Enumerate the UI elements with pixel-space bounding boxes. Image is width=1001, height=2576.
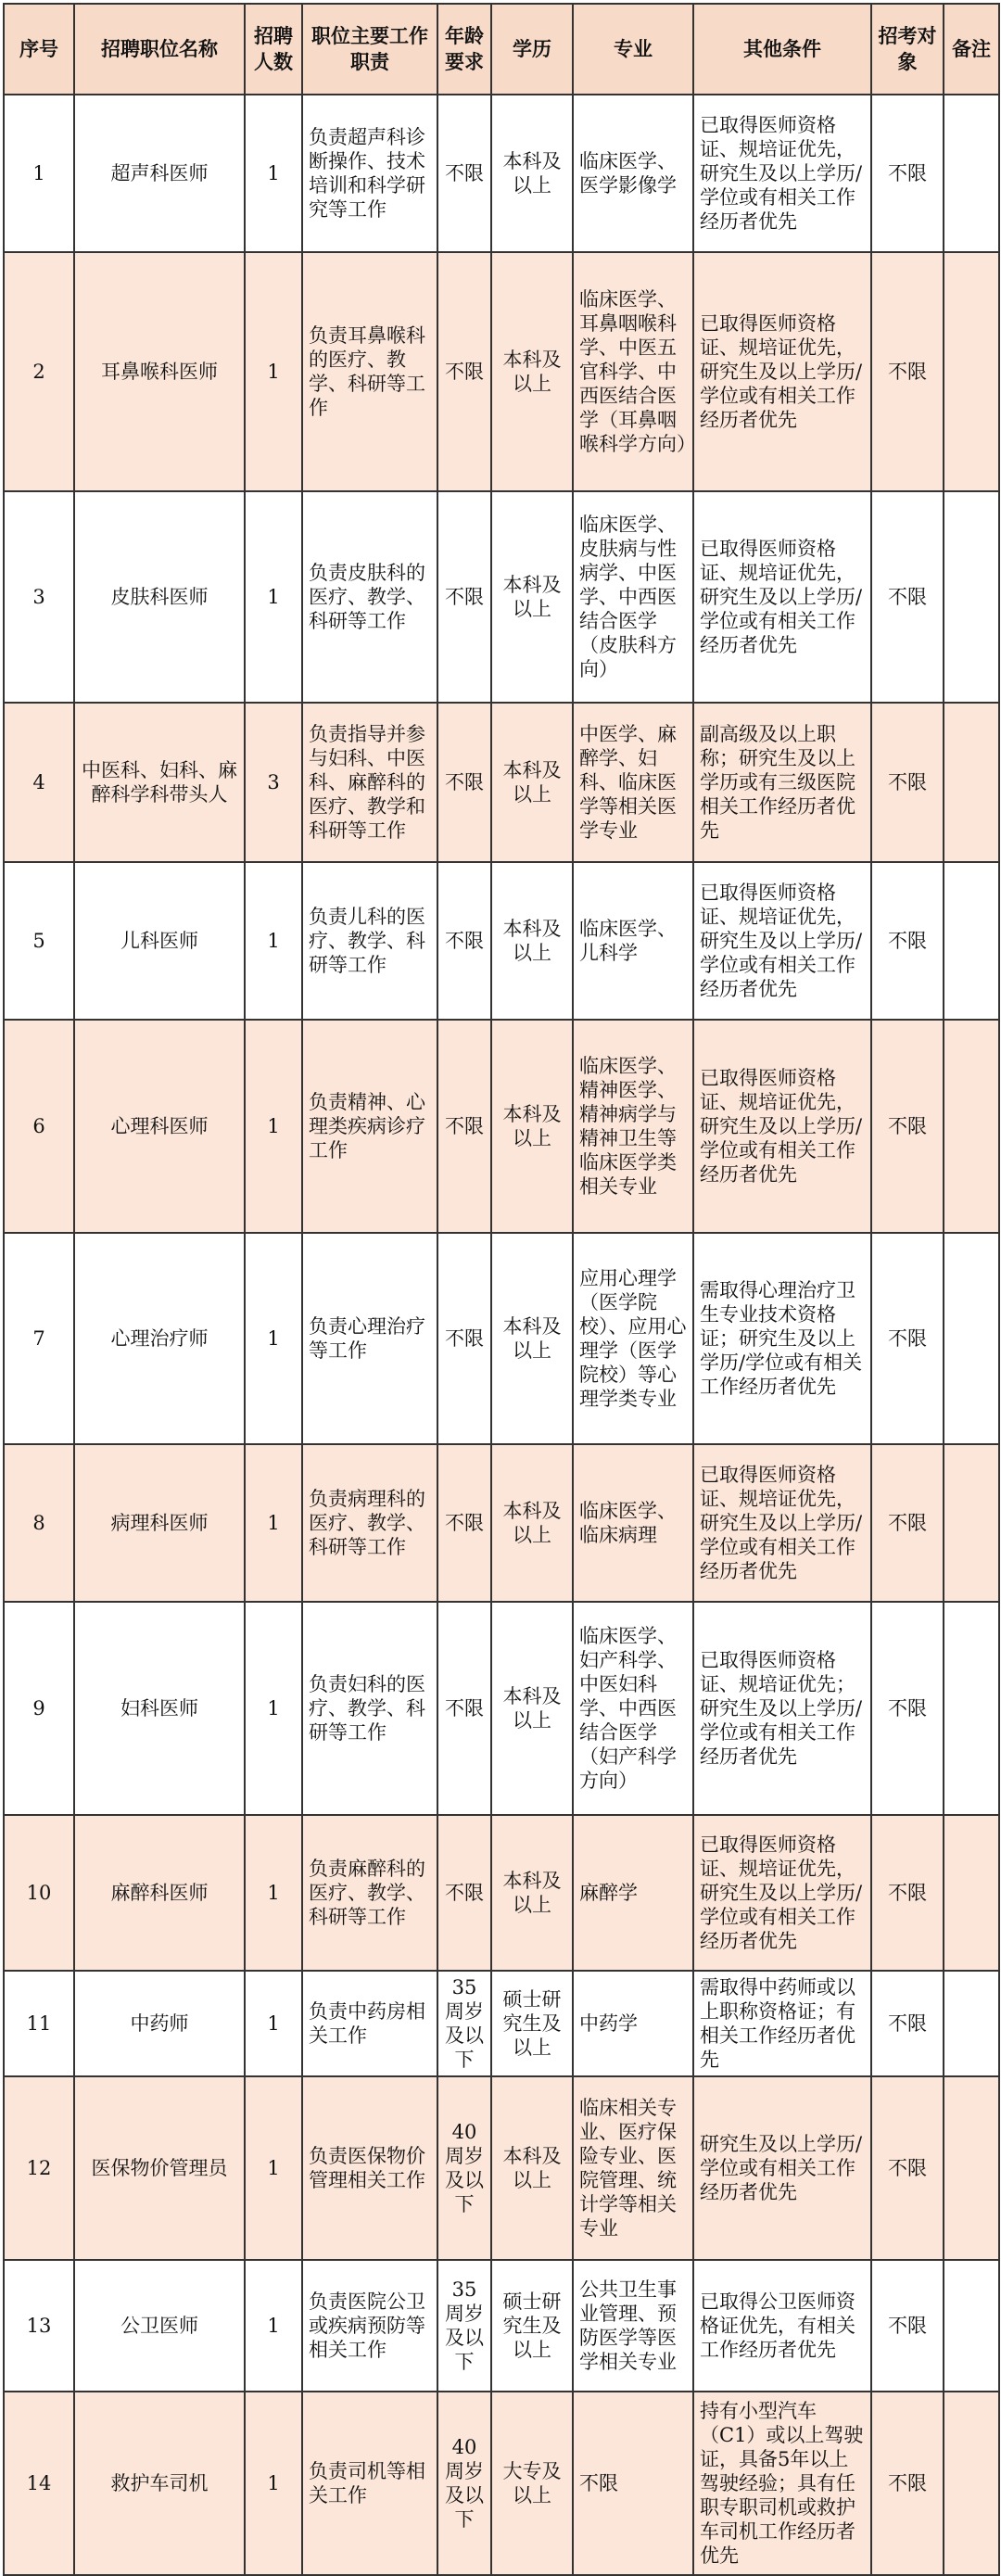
- table-row: [4, 95, 999, 252]
- cell-major: 临床相关专业、医疗保险专业、医院管理、统计学等相关专业: [573, 2076, 693, 2260]
- cell-age: 不限: [437, 1233, 491, 1444]
- cell-note: [944, 1971, 999, 2076]
- cell-title: 中医科、妇科、麻醉科学科带头人: [74, 703, 245, 862]
- cell-duties: 负责心理治疗等工作: [302, 1233, 437, 1444]
- cell-count: 1: [245, 491, 302, 703]
- cell-major: 临床医学、皮肤病与性病学、中医学、中西医结合医学（皮肤科方向）: [573, 491, 693, 703]
- header-cell-age: 年龄要求: [437, 4, 491, 95]
- table-row: [4, 1815, 999, 1971]
- table-row: [4, 862, 999, 1020]
- cell-duties: 负责中药房相关工作: [302, 1971, 437, 2076]
- cell-conditions: 需取得中药师或以上职称资格证；有相关工作经历者优先: [693, 1971, 871, 2076]
- header-cell-target: 招考对象: [871, 4, 944, 95]
- cell-conditions: 持有小型汽车（C1）或以上驾驶证，具备5年以上驾驶经验；具有任职专职司机或救护车司机工作经历者优先: [693, 2392, 871, 2575]
- cell-duties: 负责耳鼻喉科的医疗、教学、科研等工作: [302, 252, 437, 491]
- cell-duties: 负责司机等相关工作: [302, 2392, 437, 2575]
- cell-age: 不限: [437, 1020, 491, 1233]
- cell-count: 1: [245, 2392, 302, 2575]
- cell-note: [944, 252, 999, 491]
- table-row: [4, 1233, 999, 1444]
- cell-conditions: 已取得医师资格证、规培证优先，研究生及以上学历/学位或有相关工作经历者优先: [693, 252, 871, 491]
- cell-duties: 负责超声科诊断操作、技术培训和科学研究等工作: [302, 95, 437, 252]
- cell-no: 9: [4, 1602, 74, 1815]
- table-row: [4, 2076, 999, 2260]
- table-row: [4, 703, 999, 862]
- cell-target: 不限: [871, 1233, 944, 1444]
- cell-conditions: 已取得公卫医师资格证优先，有相关工作经历者优先: [693, 2260, 871, 2392]
- cell-target: 不限: [871, 1020, 944, 1233]
- cell-target: 不限: [871, 2260, 944, 2392]
- cell-major: 中医学、麻醉学、妇科、临床医学等相关医学专业: [573, 703, 693, 862]
- cell-duties: 负责皮肤科的医疗、教学、科研等工作: [302, 491, 437, 703]
- cell-major: 临床医学、耳鼻咽喉科学、中医五官科学、中西医结合医学（耳鼻咽喉科学方向）: [573, 252, 693, 491]
- cell-conditions: 需取得心理治疗卫生专业技术资格证；研究生及以上学历/学位或有相关工作经历者优先: [693, 1233, 871, 1444]
- cell-major: 公共卫生事业管理、预防医学等医学相关专业: [573, 2260, 693, 2392]
- cell-title: 救护车司机: [74, 2392, 245, 2575]
- cell-count: 1: [245, 862, 302, 1020]
- table-row: [4, 2392, 999, 2575]
- cell-edu: 本科及以上: [491, 252, 573, 491]
- cell-age: 不限: [437, 252, 491, 491]
- cell-conditions: 研究生及以上学历/学位或有相关工作经历者优先: [693, 2076, 871, 2260]
- cell-note: [944, 703, 999, 862]
- cell-edu: 硕士研究生及以上: [491, 1971, 573, 2076]
- cell-conditions: 已取得医师资格证、规培证优先，研究生及以上学历/学位或有相关工作经历者优先: [693, 1444, 871, 1602]
- cell-note: [944, 1815, 999, 1971]
- cell-count: 1: [245, 1971, 302, 2076]
- table-row: [4, 1020, 999, 1233]
- cell-target: 不限: [871, 252, 944, 491]
- cell-duties: 负责麻醉科的医疗、教学、科研等工作: [302, 1815, 437, 1971]
- cell-target: 不限: [871, 862, 944, 1020]
- cell-count: 1: [245, 1020, 302, 1233]
- cell-duties: 负责医保物价管理相关工作: [302, 2076, 437, 2260]
- cell-count: 1: [245, 2260, 302, 2392]
- cell-edu: 本科及以上: [491, 1815, 573, 1971]
- cell-age: 不限: [437, 703, 491, 862]
- cell-note: [944, 1602, 999, 1815]
- cell-target: 不限: [871, 491, 944, 703]
- cell-edu: 本科及以上: [491, 1444, 573, 1602]
- cell-count: 1: [245, 2076, 302, 2260]
- cell-title: 皮肤科医师: [74, 491, 245, 703]
- cell-conditions: 副高级及以上职称；研究生及以上学历或有三级医院相关工作经历者优先: [693, 703, 871, 862]
- cell-note: [944, 1233, 999, 1444]
- cell-target: 不限: [871, 1815, 944, 1971]
- header-cell-title: 招聘职位名称: [74, 4, 245, 95]
- cell-major: 临床医学、精神医学、精神病学与精神卫生等临床医学类相关专业: [573, 1020, 693, 1233]
- cell-no: 7: [4, 1233, 74, 1444]
- cell-conditions: 已取得医师资格证、规培证优先，研究生及以上学历/学位或有相关工作经历者优先: [693, 1815, 871, 1971]
- table-row: [4, 1971, 999, 2076]
- cell-age: 不限: [437, 1602, 491, 1815]
- cell-major: 麻醉学: [573, 1815, 693, 1971]
- cell-edu: 大专及以上: [491, 2392, 573, 2575]
- cell-target: 不限: [871, 1602, 944, 1815]
- cell-duties: 负责妇科的医疗、教学、科研等工作: [302, 1602, 437, 1815]
- cell-count: 1: [245, 1444, 302, 1602]
- header-cell-conditions: 其他条件: [693, 4, 871, 95]
- cell-count: 1: [245, 1602, 302, 1815]
- cell-target: 不限: [871, 2392, 944, 2575]
- cell-no: 4: [4, 703, 74, 862]
- cell-no: 2: [4, 252, 74, 491]
- cell-no: 10: [4, 1815, 74, 1971]
- cell-title: 耳鼻喉科医师: [74, 252, 245, 491]
- cell-title: 公卫医师: [74, 2260, 245, 2392]
- table-row: [4, 1602, 999, 1815]
- cell-target: 不限: [871, 2076, 944, 2260]
- cell-title: 心理治疗师: [74, 1233, 245, 1444]
- cell-no: 11: [4, 1971, 74, 2076]
- header-cell-note: 备注: [944, 4, 999, 95]
- cell-title: 病理科医师: [74, 1444, 245, 1602]
- cell-major: 临床医学、临床病理: [573, 1444, 693, 1602]
- cell-edu: 本科及以上: [491, 2076, 573, 2260]
- cell-target: 不限: [871, 95, 944, 252]
- cell-duties: 负责医院公卫或疾病预防等相关工作: [302, 2260, 437, 2392]
- cell-major: 临床医学、医学影像学: [573, 95, 693, 252]
- cell-duties: 负责儿科的医疗、教学、科研等工作: [302, 862, 437, 1020]
- cell-no: 12: [4, 2076, 74, 2260]
- cell-major: 不限: [573, 2392, 693, 2575]
- header-row: [4, 4, 999, 95]
- cell-no: 14: [4, 2392, 74, 2575]
- cell-note: [944, 491, 999, 703]
- cell-count: 1: [245, 1233, 302, 1444]
- cell-note: [944, 95, 999, 252]
- cell-target: 不限: [871, 1971, 944, 2076]
- table-row: [4, 491, 999, 703]
- cell-no: 3: [4, 491, 74, 703]
- cell-title: 中药师: [74, 1971, 245, 2076]
- header-cell-major: 专业: [573, 4, 693, 95]
- cell-edu: 本科及以上: [491, 95, 573, 252]
- table-row: [4, 2260, 999, 2392]
- cell-no: 8: [4, 1444, 74, 1602]
- cell-major: 临床医学、妇产科学、中医妇科学、中西医结合医学（妇产科学方向）: [573, 1602, 693, 1815]
- cell-count: 1: [245, 1815, 302, 1971]
- cell-age: 不限: [437, 491, 491, 703]
- cell-note: [944, 1020, 999, 1233]
- header-cell-count: 招聘人数: [245, 4, 302, 95]
- cell-age: 35周岁及以下: [437, 1971, 491, 2076]
- cell-conditions: 已取得医师资格证、规培证优先，研究生及以上学历/学位或有相关工作经历者优先: [693, 1020, 871, 1233]
- header-cell-edu: 学历: [491, 4, 573, 95]
- cell-note: [944, 2076, 999, 2260]
- cell-major: 应用心理学（医学院校）、应用心理学（医学院校）等心理学类专业: [573, 1233, 693, 1444]
- cell-age: 不限: [437, 95, 491, 252]
- cell-no: 6: [4, 1020, 74, 1233]
- cell-note: [944, 2392, 999, 2575]
- table-row: [4, 252, 999, 491]
- cell-target: 不限: [871, 703, 944, 862]
- cell-age: 不限: [437, 1815, 491, 1971]
- cell-conditions: 已取得医师资格证、规培证优先；研究生及以上学历/学位或有相关工作经历者优先: [693, 1602, 871, 1815]
- cell-title: 麻醉科医师: [74, 1815, 245, 1971]
- cell-count: 1: [245, 252, 302, 491]
- cell-age: 40周岁及以下: [437, 2392, 491, 2575]
- cell-conditions: 已取得医师资格证、规培证优先，研究生及以上学历/学位或有相关工作经历者优先: [693, 491, 871, 703]
- cell-duties: 负责指导并参与妇科、中医科、麻醉科的医疗、教学和科研等工作: [302, 703, 437, 862]
- cell-title: 医保物价管理员: [74, 2076, 245, 2260]
- cell-major: 临床医学、儿科学: [573, 862, 693, 1020]
- cell-title: 超声科医师: [74, 95, 245, 252]
- cell-count: 1: [245, 95, 302, 252]
- cell-edu: 本科及以上: [491, 1602, 573, 1815]
- cell-duties: 负责病理科的医疗、教学、科研等工作: [302, 1444, 437, 1602]
- cell-no: 5: [4, 862, 74, 1020]
- cell-no: 1: [4, 95, 74, 252]
- cell-edu: 本科及以上: [491, 703, 573, 862]
- cell-duties: 负责精神、心理类疾病诊疗工作: [302, 1020, 437, 1233]
- cell-edu: 硕士研究生及以上: [491, 2260, 573, 2392]
- cell-note: [944, 862, 999, 1020]
- recruitment-table: [3, 3, 1000, 2576]
- cell-age: 不限: [437, 1444, 491, 1602]
- header-cell-duties: 职位主要工作职责: [302, 4, 437, 95]
- cell-no: 13: [4, 2260, 74, 2392]
- cell-conditions: 已取得医师资格证、规培证优先，研究生及以上学历/学位或有相关工作经历者优先: [693, 862, 871, 1020]
- cell-target: 不限: [871, 1444, 944, 1602]
- cell-title: 心理科医师: [74, 1020, 245, 1233]
- cell-edu: 本科及以上: [491, 1020, 573, 1233]
- cell-title: 儿科医师: [74, 862, 245, 1020]
- table-row: [4, 1444, 999, 1602]
- cell-edu: 本科及以上: [491, 1233, 573, 1444]
- cell-age: 不限: [437, 862, 491, 1020]
- cell-age: 40周岁及以下: [437, 2076, 491, 2260]
- cell-edu: 本科及以上: [491, 862, 573, 1020]
- cell-note: [944, 2260, 999, 2392]
- cell-conditions: 已取得医师资格证、规培证优先，研究生及以上学历/学位或有相关工作经历者优先: [693, 95, 871, 252]
- cell-edu: 本科及以上: [491, 491, 573, 703]
- cell-title: 妇科医师: [74, 1602, 245, 1815]
- cell-major: 中药学: [573, 1971, 693, 2076]
- cell-note: [944, 1444, 999, 1602]
- cell-age: 35周岁及以下: [437, 2260, 491, 2392]
- header-cell-no: 序号: [4, 4, 74, 95]
- cell-count: 3: [245, 703, 302, 862]
